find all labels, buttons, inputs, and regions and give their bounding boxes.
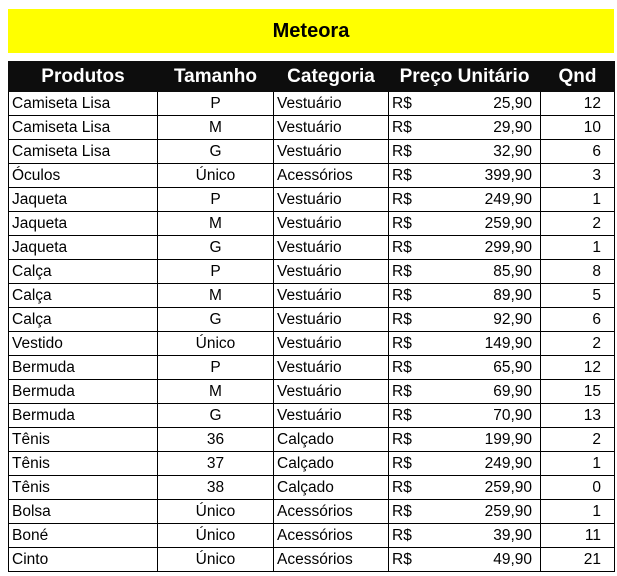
currency-symbol: R$	[392, 455, 412, 472]
cell-qnd[interactable]: 21	[541, 548, 615, 572]
table-row	[9, 308, 615, 332]
price-value: 49,90	[493, 551, 532, 568]
cell-preco-unitario[interactable]	[389, 116, 541, 140]
currency-symbol: R$	[392, 263, 412, 280]
cell-produto[interactable]: Camiseta Lisa	[9, 116, 158, 140]
cell-preco-unitario[interactable]	[389, 380, 541, 404]
cell-preco-unitario[interactable]	[389, 356, 541, 380]
price-value: 32,90	[493, 143, 532, 160]
cell-categoria[interactable]: Vestuário	[274, 212, 389, 236]
price-value: 89,90	[493, 287, 532, 304]
cell-qnd[interactable]: 0	[541, 476, 615, 500]
cell-categoria[interactable]: Vestuário	[274, 308, 389, 332]
product-table	[8, 61, 615, 572]
cell-preco-unitario[interactable]	[389, 140, 541, 164]
cell-categoria[interactable]: Calçado	[274, 452, 389, 476]
cell-produto[interactable]: Bermuda	[9, 404, 158, 428]
table-row	[9, 140, 615, 164]
currency-symbol: R$	[392, 503, 412, 520]
cell-qnd[interactable]: 10	[541, 116, 615, 140]
cell-categoria[interactable]: Calçado	[274, 476, 389, 500]
table-row	[9, 92, 615, 116]
cell-tamanho[interactable]: P	[158, 188, 274, 212]
cell-qnd[interactable]: 1	[541, 188, 615, 212]
cell-tamanho[interactable]: Único	[158, 332, 274, 356]
price-value: 259,90	[484, 503, 532, 520]
cell-categoria[interactable]: Calçado	[274, 428, 389, 452]
price-value: 70,90	[493, 407, 532, 424]
cell-tamanho[interactable]: M	[158, 212, 274, 236]
cell-tamanho[interactable]: M	[158, 116, 274, 140]
cell-preco-unitario[interactable]	[389, 428, 541, 452]
table-row	[9, 524, 615, 548]
currency-symbol: R$	[392, 143, 412, 160]
table-row	[9, 428, 615, 452]
price-value: 249,90	[484, 191, 532, 208]
cell-qnd[interactable]: 3	[541, 164, 615, 188]
table-row	[9, 116, 615, 140]
cell-tamanho[interactable]: G	[158, 308, 274, 332]
cell-preco-unitario[interactable]	[389, 284, 541, 308]
cell-categoria[interactable]: Acessórios	[274, 500, 389, 524]
cell-produto[interactable]: Bolsa	[9, 500, 158, 524]
table-row	[9, 500, 615, 524]
cell-categoria[interactable]: Vestuário	[274, 332, 389, 356]
cell-categoria[interactable]: Vestuário	[274, 356, 389, 380]
header-categoria[interactable]: Categoria	[274, 62, 389, 92]
cell-tamanho[interactable]: M	[158, 380, 274, 404]
price-value: 69,90	[493, 383, 532, 400]
price-value: 29,90	[493, 119, 532, 136]
cell-preco-unitario[interactable]	[389, 92, 541, 116]
cell-tamanho[interactable]: G	[158, 140, 274, 164]
cell-categoria[interactable]: Vestuário	[274, 188, 389, 212]
cell-tamanho[interactable]: 36	[158, 428, 274, 452]
cell-produto[interactable]: Jaqueta	[9, 212, 158, 236]
cell-preco-unitario[interactable]	[389, 260, 541, 284]
cell-preco-unitario[interactable]	[389, 188, 541, 212]
cell-tamanho[interactable]: Único	[158, 524, 274, 548]
currency-symbol: R$	[392, 431, 412, 448]
currency-symbol: R$	[392, 383, 412, 400]
cell-categoria[interactable]: Vestuário	[274, 284, 389, 308]
price-value: 85,90	[493, 263, 532, 280]
cell-qnd[interactable]: 12	[541, 356, 615, 380]
cell-qnd[interactable]: 15	[541, 380, 615, 404]
cell-produto[interactable]: Tênis	[9, 476, 158, 500]
cell-tamanho[interactable]: 37	[158, 452, 274, 476]
currency-symbol: R$	[392, 287, 412, 304]
cell-produto[interactable]: Bermuda	[9, 356, 158, 380]
cell-categoria[interactable]: Vestuário	[274, 380, 389, 404]
cell-qnd[interactable]: 5	[541, 284, 615, 308]
price-value: 259,90	[484, 479, 532, 496]
table-row	[9, 284, 615, 308]
table-row	[9, 188, 615, 212]
cell-produto[interactable]: Calça	[9, 308, 158, 332]
cell-qnd[interactable]: 6	[541, 140, 615, 164]
cell-categoria[interactable]: Vestuário	[274, 116, 389, 140]
currency-symbol: R$	[392, 167, 412, 184]
currency-symbol: R$	[392, 311, 412, 328]
table-row	[9, 332, 615, 356]
price-value: 249,90	[484, 455, 532, 472]
price-value: 149,90	[484, 335, 532, 352]
cell-qnd[interactable]: 13	[541, 404, 615, 428]
table-row	[9, 236, 615, 260]
table-row	[9, 476, 615, 500]
table-body	[9, 92, 615, 572]
cell-preco-unitario[interactable]	[389, 476, 541, 500]
cell-qnd[interactable]: 8	[541, 260, 615, 284]
header-qnd[interactable]: Qnd	[541, 62, 615, 92]
cell-qnd[interactable]: 2	[541, 428, 615, 452]
cell-qnd[interactable]: 2	[541, 212, 615, 236]
currency-symbol: R$	[392, 479, 412, 496]
cell-produto[interactable]: Vestido	[9, 332, 158, 356]
cell-tamanho[interactable]: G	[158, 404, 274, 428]
currency-symbol: R$	[392, 407, 412, 424]
cell-produto[interactable]: Bermuda	[9, 380, 158, 404]
price-value: 399,90	[484, 167, 532, 184]
cell-tamanho[interactable]: G	[158, 236, 274, 260]
currency-symbol: R$	[392, 95, 412, 112]
table-row	[9, 380, 615, 404]
cell-tamanho[interactable]: Único	[158, 548, 274, 572]
cell-categoria[interactable]: Vestuário	[274, 236, 389, 260]
cell-qnd[interactable]: 6	[541, 308, 615, 332]
cell-categoria[interactable]: Vestuário	[274, 92, 389, 116]
cell-preco-unitario[interactable]	[389, 164, 541, 188]
cell-qnd[interactable]: 1	[541, 236, 615, 260]
cell-produto[interactable]: Calça	[9, 284, 158, 308]
price-value: 65,90	[493, 359, 532, 376]
table-row	[9, 164, 615, 188]
table-row	[9, 212, 615, 236]
cell-produto[interactable]: Camiseta Lisa	[9, 92, 158, 116]
cell-preco-unitario[interactable]	[389, 212, 541, 236]
table-row	[9, 260, 615, 284]
cell-tamanho[interactable]: P	[158, 260, 274, 284]
cell-tamanho[interactable]: Único	[158, 500, 274, 524]
cell-categoria[interactable]: Vestuário	[274, 404, 389, 428]
price-value: 259,90	[484, 215, 532, 232]
cell-produto[interactable]: Calça	[9, 260, 158, 284]
cell-produto[interactable]: Óculos	[9, 164, 158, 188]
price-value: 199,90	[484, 431, 532, 448]
currency-symbol: R$	[392, 527, 412, 544]
cell-categoria[interactable]: Vestuário	[274, 140, 389, 164]
currency-symbol: R$	[392, 215, 412, 232]
header-preco-unitario[interactable]: Preço Unitário	[389, 62, 541, 92]
cell-preco-unitario[interactable]	[389, 332, 541, 356]
cell-tamanho[interactable]: P	[158, 92, 274, 116]
cell-preco-unitario[interactable]	[389, 524, 541, 548]
cell-qnd[interactable]: 11	[541, 524, 615, 548]
cell-tamanho[interactable]: 38	[158, 476, 274, 500]
currency-symbol: R$	[392, 335, 412, 352]
sheet-title[interactable]: Meteora	[8, 9, 614, 53]
cell-preco-unitario[interactable]	[389, 452, 541, 476]
header-row	[9, 62, 615, 92]
currency-symbol: R$	[392, 191, 412, 208]
cell-tamanho[interactable]: Único	[158, 164, 274, 188]
cell-qnd[interactable]: 2	[541, 332, 615, 356]
currency-symbol: R$	[392, 119, 412, 136]
table-row	[9, 452, 615, 476]
currency-symbol: R$	[392, 239, 412, 256]
currency-symbol: R$	[392, 551, 412, 568]
price-value: 299,90	[484, 239, 532, 256]
price-value: 92,90	[493, 311, 532, 328]
cell-categoria[interactable]: Acessórios	[274, 524, 389, 548]
cell-qnd[interactable]: 1	[541, 452, 615, 476]
cell-produto[interactable]: Tênis	[9, 428, 158, 452]
cell-produto[interactable]: Cinto	[9, 548, 158, 572]
cell-qnd[interactable]: 12	[541, 92, 615, 116]
cell-produto[interactable]: Camiseta Lisa	[9, 140, 158, 164]
cell-produto[interactable]: Jaqueta	[9, 188, 158, 212]
header-produtos[interactable]: Produtos	[9, 62, 158, 92]
table-row	[9, 356, 615, 380]
cell-tamanho[interactable]: M	[158, 284, 274, 308]
table-row	[9, 404, 615, 428]
price-value: 39,90	[493, 527, 532, 544]
cell-categoria[interactable]: Vestuário	[274, 260, 389, 284]
cell-preco-unitario[interactable]	[389, 548, 541, 572]
cell-preco-unitario[interactable]	[389, 308, 541, 332]
price-value: 25,90	[493, 95, 532, 112]
cell-categoria[interactable]: Acessórios	[274, 548, 389, 572]
currency-symbol: R$	[392, 359, 412, 376]
cell-produto[interactable]: Boné	[9, 524, 158, 548]
cell-produto[interactable]: Tênis	[9, 452, 158, 476]
cell-preco-unitario[interactable]	[389, 236, 541, 260]
header-tamanho[interactable]: Tamanho	[158, 62, 274, 92]
table-row	[9, 548, 615, 572]
cell-tamanho[interactable]: P	[158, 356, 274, 380]
cell-qnd[interactable]: 1	[541, 500, 615, 524]
cell-produto[interactable]: Jaqueta	[9, 236, 158, 260]
cell-categoria[interactable]: Acessórios	[274, 164, 389, 188]
cell-preco-unitario[interactable]	[389, 500, 541, 524]
cell-preco-unitario[interactable]	[389, 404, 541, 428]
